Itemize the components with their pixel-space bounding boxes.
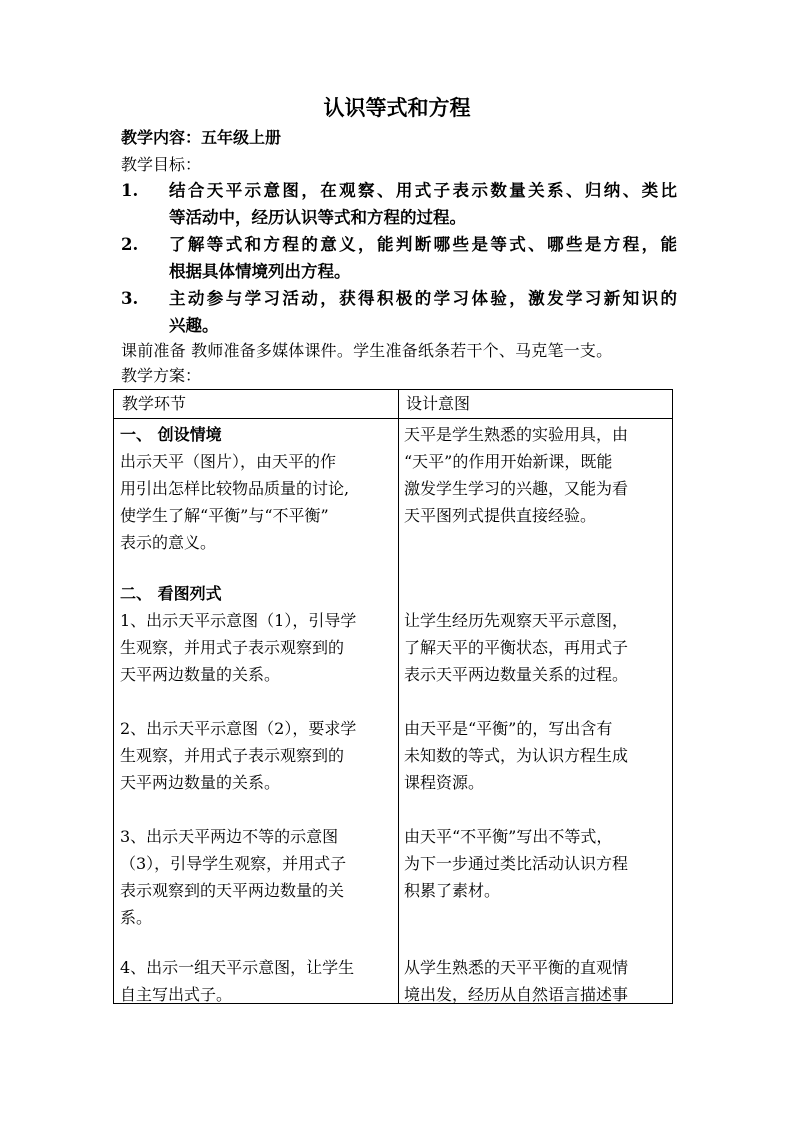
intent-text-line: 天平是学生熟悉的实验用具，由 (404, 425, 629, 444)
page-title: 认识等式和方程 (323, 95, 471, 120)
header-divider (114, 418, 672, 419)
goal-text-line1: 结合天平示意图，在观察、用式子表示数量关系、归纳、类比 (169, 181, 677, 200)
step-3-block (120, 823, 346, 931)
section-1-block (120, 421, 349, 556)
intent-text-line: 从学生熟悉的天平平衡的直观情 (404, 958, 629, 977)
intent-text-line: 表示天平两边数量关系的过程。 (404, 665, 629, 684)
intent-text-line: 激发学生学习的兴趣，又能为看 (404, 479, 629, 498)
goal-item-1 (121, 177, 681, 231)
step-text-line: 生观察，并用式子表示观察到的 (120, 746, 345, 765)
goal-text-line2: 兴趣。 (169, 316, 219, 335)
goal-number: 2. (121, 235, 139, 254)
intent-text-line: 天平图列式提供直接经验。 (404, 506, 597, 525)
step-text-line: 3、出示天平两边不等的示意图 (120, 827, 339, 846)
intent-1-block (404, 421, 628, 529)
section-2-block (120, 580, 356, 688)
preparation-text: 课前准备 教师准备多媒体课件。学生准备纸条若干个、马克笔一支。 (121, 341, 613, 360)
section-title: 二、 看图列式 (120, 584, 222, 603)
step-text-line: 4、出示一组天平示意图，让学生 (120, 958, 355, 977)
step-2-block (120, 715, 356, 796)
intent-5-block (404, 954, 628, 1008)
goal-item-3 (121, 285, 681, 339)
step-text-line: 天平两边数量的关系。 (120, 773, 281, 792)
step-text-line: 自主写出式子。 (120, 985, 233, 1004)
goals-label: 教学目标： (121, 155, 202, 174)
intent-text-line: 由天平“不平衡”写出不等式， (404, 827, 613, 846)
section-text-line: 使学生了解“平衡”与“不平衡” (120, 506, 329, 525)
goal-item-2 (121, 231, 681, 285)
section-text-line: 用引出怎样比较物品质量的讨论, (120, 479, 350, 498)
intent-text-line: 了解天平的平衡状态，再用式子 (404, 638, 629, 657)
step-text-line: （3），引导学生观察，并用式子 (120, 854, 347, 873)
intent-text-line: 境出发，经历从自然语言描述事 (404, 985, 629, 1004)
intent-text-line: 由天平是“平衡”的，写出含有 (404, 719, 613, 738)
intent-text-line: 课程资源。 (404, 773, 485, 792)
section-title: 一、 创设情境 (120, 425, 222, 444)
step-text-line: 1、出示天平示意图（1），引导学 (120, 611, 357, 630)
content-label: 教学内容：五年级上册 (121, 128, 282, 147)
intent-4-block (404, 823, 628, 904)
step-text-line: 2、出示天平示意图（2），要求学 (120, 719, 357, 738)
step-4-block (120, 954, 354, 1008)
section-text-line: 表示的意义。 (120, 533, 217, 552)
section-text-line: 出示天平（图片），由天平的作 (120, 452, 337, 471)
goal-number: 3. (121, 289, 139, 308)
intent-text-line: 为下一步通过类比活动认识方程 (404, 854, 629, 873)
table-header-intent: 设计意图 (406, 394, 471, 413)
table-header-stage: 教学环节 (122, 394, 187, 413)
column-divider (398, 390, 399, 1003)
step-text-line: 天平两边数量的关系。 (120, 665, 281, 684)
step-text-line: 系。 (120, 908, 153, 927)
intent-text-line: 积累了素材。 (404, 881, 501, 900)
step-text-line: 表示观察到的天平两边数量的关 (120, 881, 345, 900)
lesson-plan-table (113, 389, 673, 1004)
step-text-line: 生观察，并用式子表示观察到的 (120, 638, 345, 657)
goal-number: 1. (121, 181, 139, 200)
goal-text-line2: 根据具体情境列出方程。 (169, 262, 351, 281)
intent-text-line: 未知数的等式，为认识方程生成 (404, 746, 629, 765)
goal-text-line2: 等活动中，经历认识等式和方程的过程。 (169, 208, 466, 227)
intent-text-line: 让学生经历先观察天平示意图， (404, 611, 629, 630)
intent-2-block (404, 607, 628, 688)
goal-text-line1: 主动参与学习活动，获得积极的学习体验，激发学习新知识的 (169, 289, 677, 308)
intent-text-line: “天平”的作用开始新课，既能 (404, 452, 613, 471)
plan-label: 教学方案： (121, 366, 202, 385)
intent-3-block (404, 715, 628, 796)
goal-text-line1: 了解等式和方程的意义，能判断哪些是等式、哪些是方程，能 (169, 235, 677, 254)
